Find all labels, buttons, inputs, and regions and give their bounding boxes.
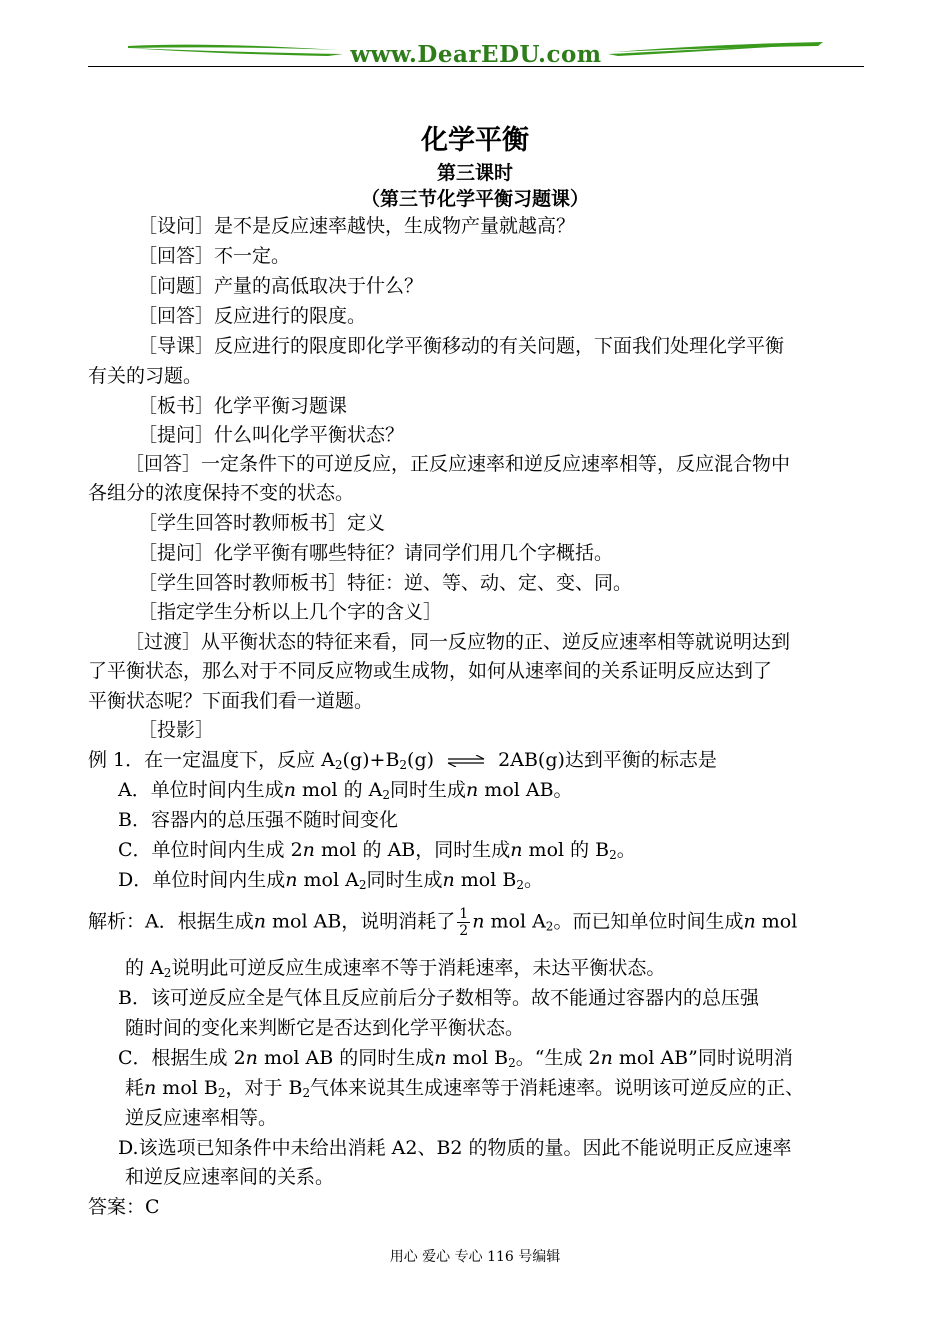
analysis-d-line2: 和逆反应速率间的关系。 [125, 1166, 335, 1188]
text-line: ［板书］化学平衡习题课 [138, 395, 348, 417]
text-line: ［回答］反应进行的限度。 [138, 305, 367, 327]
option-a: A．单位时间内生成n mol 的 $A_2$同时生成n mol AB。 [118, 779, 573, 802]
option-d: D．单位时间内生成n mol $A_2$同时生成n mol $B_2$。 [118, 869, 543, 892]
text-line: ［导课］反应进行的限度即化学平衡移动的有关问题，下面我们处理化学平衡 [138, 335, 785, 357]
text-line: ［过渡］从平衡状态的特征来看，同一反应物的正、逆反应速率相等就说明达到 [125, 631, 791, 653]
analysis-d-line1: D.该选项已知条件中未给出消耗 A2、B2 的物质的量。因此不能说明正反应速率 [118, 1137, 792, 1159]
text-line: 平衡状态呢？下面我们看一道题。 [88, 690, 374, 712]
text-line: ［提问］化学平衡有哪些特征？请同学们用几个字概括。 [138, 542, 614, 564]
analysis-c-line1: C．根据生成 2n mol AB 的同时生成n mol $B_2$。“生成 2n mol AB”同时说明消 [118, 1047, 793, 1070]
analysis-b-line1: B．该可逆反应全是气体且反应前后分子数相等。故不能通过容器内的总压强 [118, 987, 759, 1009]
equilibrium-arrow-icon [446, 755, 486, 767]
site-header [88, 38, 864, 68]
text-line: ［学生回答时教师板书］定义 [138, 512, 386, 534]
text-line: ［投影］ [138, 719, 215, 741]
text-line: ［指定学生分析以上几个字的含义］ [138, 601, 443, 623]
text-line: ［提问］什么叫化学平衡状态？ [138, 424, 405, 446]
answer: 答案：C [88, 1196, 160, 1218]
option-c: C．单位时间内生成 2n mol 的 AB，同时生成n mol 的 $B_2$。 [118, 839, 636, 862]
subtitle-section: （第三节化学平衡习题课） [360, 188, 589, 210]
analysis-a-line1: 解析：A．根据生成n mol AB，说明消耗了 $\frac{1}{2}$ n mol $A_2$。而已知单位时间生成n mol [88, 906, 798, 939]
page-title: 化学平衡 [421, 125, 529, 156]
text-line: 有关的习题。 [88, 365, 203, 387]
header-rule [88, 66, 864, 67]
site-logo-text[interactable]: www.DearEDU.com [350, 41, 602, 68]
page-footer: 用心 爱心 专心 116 号编辑 [389, 1249, 561, 1265]
analysis-c-line3: 逆反应速率相等。 [125, 1107, 278, 1129]
option-b: B．容器内的总压强不随时间变化 [118, 809, 398, 831]
fraction-one-half: $\frac{1}{2}$ [459, 906, 469, 939]
subtitle-lesson: 第三课时 [436, 162, 513, 184]
example-question: 例 1．在一定温度下，反应 $A_2(g)+B_2(g)$ 2AB(g)达到平衡的标志是 [88, 749, 717, 772]
analysis-b-line2: 随时间的变化来判断它是否达到化学平衡状态。 [125, 1017, 525, 1039]
analysis-a-line2: 的 $A_2$说明此可逆反应生成速率不等于消耗速率，未达平衡状态。 [125, 957, 666, 980]
analysis-c-line2: 耗n mol $B_2$，对于 $B_2$气体来说其生成速率等于消耗速率。说明该可逆反应的正、 [125, 1077, 805, 1100]
text-line: ［问题］产量的高低取决于什么？ [138, 275, 424, 297]
text-line: 了平衡状态，那么对于不同反应物或生成物，如何从速率间的关系证明反应达到了 [88, 660, 773, 682]
text-line: ［回答］一定条件下的可逆反应，正反应速率和逆反应速率相等，反应混合物中 [125, 453, 791, 475]
text-line: 各组分的浓度保持不变的状态。 [88, 482, 355, 504]
text-line: ［学生回答时教师板书］特征：逆、等、动、定、变、同。 [138, 572, 633, 594]
text-line: ［回答］不一定。 [138, 245, 291, 267]
text-line: ［设问］是不是反应速率越快，生成物产量就越高？ [138, 215, 576, 237]
